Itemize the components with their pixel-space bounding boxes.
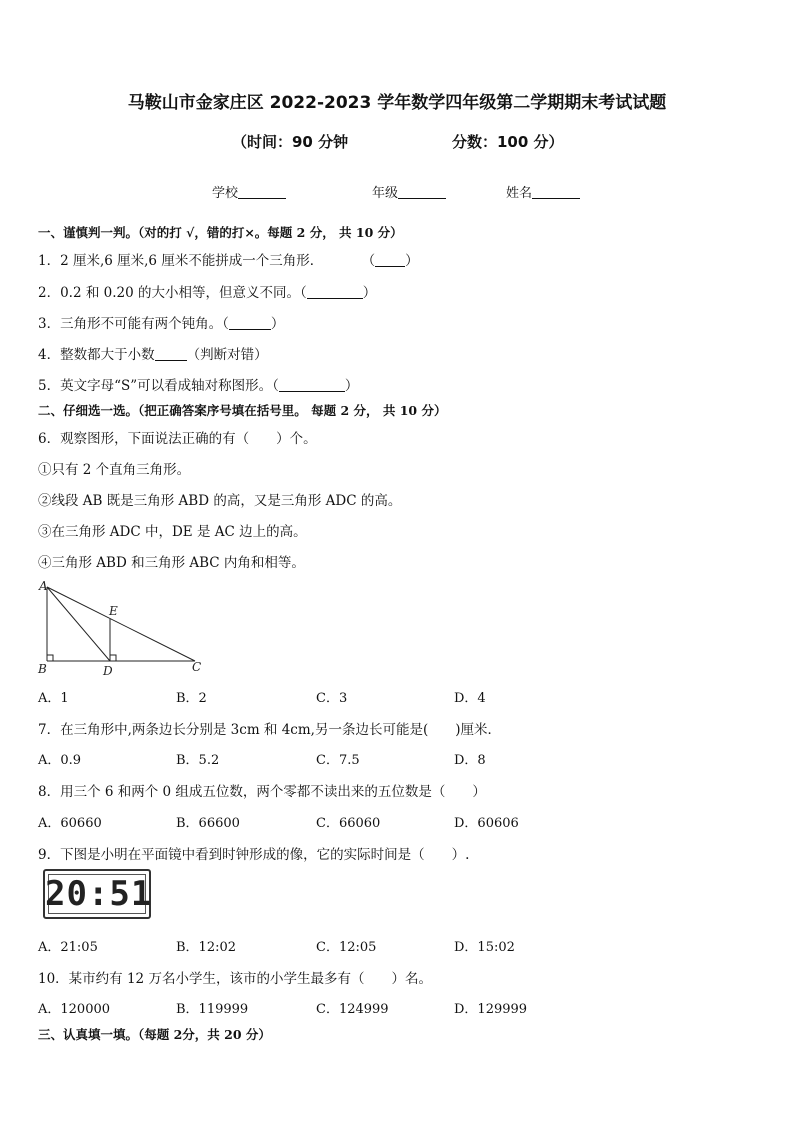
grade-label: 年级 [372, 186, 399, 201]
grade-field [372, 182, 446, 201]
q6-stem: 6．观察图形，下面说法正确的有（ ）个。 [38, 431, 317, 447]
q10-option-c[interactable]: C．124999 [316, 1002, 389, 1017]
name-label: 姓名 [506, 186, 533, 201]
label-d: D [103, 664, 113, 678]
q6-statement-2: ②线段 AB 既是三角形 ABD 的高，又是三角形 ADC 的高。 [38, 493, 402, 509]
judge-q3 [38, 312, 284, 332]
judge-q3-text: 3．三角形不可能有两个钝角。（ [38, 316, 229, 332]
q6-option-a[interactable]: A．1 [38, 691, 69, 706]
q6-option-d[interactable]: D．4 [454, 691, 486, 706]
q10-option-a[interactable]: A．120000 [38, 1002, 111, 1017]
q10-option-d[interactable]: D．129999 [454, 1002, 528, 1017]
school-blank [238, 185, 286, 199]
q7-option-a[interactable]: A．0.9 [38, 753, 82, 768]
label-e: E [109, 604, 118, 618]
judge-q4-note: （判断对错） [186, 347, 268, 363]
q8-option-d[interactable]: D．60606 [454, 816, 519, 831]
school-label: 学校 [212, 186, 239, 201]
judge-q1-blank [375, 253, 405, 268]
judge-q4-text: 4．整数都大于小数 [38, 347, 155, 363]
school-field [212, 182, 286, 201]
judge-q3-blank [229, 316, 271, 331]
name-blank [532, 185, 580, 199]
segment-ad [47, 587, 110, 661]
judge-q5-text: 5．英文字母“S”可以看成轴对称图形。（ [38, 378, 279, 394]
label-c: C [192, 660, 202, 674]
judge-q3-close: ） [270, 316, 285, 332]
q6-statement-3: ③在三角形 ADC 中，DE 是 AC 边上的高。 [38, 524, 307, 540]
q6-statement-1: ①只有 2 个直角三角形。 [38, 462, 191, 478]
q7-option-b[interactable]: B．5.2 [176, 753, 220, 768]
judge-q2-close: ） [362, 285, 377, 301]
q8-option-b[interactable]: B．66600 [176, 816, 240, 831]
exam-score: 分数：100 分） [452, 133, 564, 151]
digital-clock [43, 869, 151, 919]
q6-option-b[interactable]: B．2 [176, 691, 207, 706]
q10-stem: 10．某市约有 12 万名小学生，该市的小学生最多有（ ）名。 [38, 971, 432, 987]
judge-q4 [38, 343, 268, 363]
judge-q2-text: 2．0.2 和 0.20 的大小相等，但意义不同。（ [38, 285, 307, 301]
judge-q1-open: （ [361, 253, 376, 269]
q9-option-b[interactable]: B．12:02 [176, 940, 237, 955]
section-3-heading: 三、认真填一填。（每题 2分，共 20 分） [38, 1027, 271, 1042]
judge-q2 [38, 281, 376, 301]
name-field [506, 182, 580, 201]
q6-statement-4: ④三角形 ABD 和三角形 ABC 内角和相等。 [38, 555, 305, 571]
q9-option-c[interactable]: C．12:05 [316, 940, 377, 955]
segment-ac [47, 587, 195, 661]
exam-time: （时间：90 分钟 [232, 133, 349, 151]
judge-q1 [38, 249, 419, 269]
q10-option-b[interactable]: B．119999 [176, 1002, 249, 1017]
q8-option-c[interactable]: C．66060 [316, 816, 381, 831]
q7-option-c[interactable]: C．7.5 [316, 753, 360, 768]
right-angle-b [47, 655, 53, 661]
q6-option-c[interactable]: C．3 [316, 691, 348, 706]
right-angle-d [110, 655, 116, 661]
q8-stem: 8．用三个 6 和两个 0 组成五位数，两个零都不读出来的五位数是（ ） [38, 784, 486, 800]
q8-option-a[interactable]: A．60660 [38, 816, 102, 831]
grade-blank [398, 185, 446, 199]
q7-option-d[interactable]: D．8 [454, 753, 486, 768]
judge-q1-text: 1．2 厘米,6 厘米,6 厘米不能拼成一个三角形． [38, 253, 324, 269]
q9-option-a[interactable]: A．21:05 [38, 940, 98, 955]
q9-stem: 9．下图是小明在平面镜中看到时钟形成的像，它的实际时间是（ ）. [38, 847, 470, 863]
judge-q4-blank [155, 347, 187, 362]
judge-q5 [38, 374, 358, 394]
judge-q1-close: ） [405, 253, 419, 269]
label-a: A [39, 579, 48, 593]
triangle-figure [30, 578, 220, 678]
exam-title: 马鞍山市金家庄区 2022-2023 学年数学四年级第二学期期末考试试题 [127, 93, 667, 113]
judge-q5-close: ） [344, 378, 359, 394]
judge-q5-blank [279, 378, 345, 393]
q9-option-d[interactable]: D．15:02 [454, 940, 515, 955]
judge-q2-blank [307, 285, 363, 300]
section-2-heading: 二、仔细选一选。（把正确答案序号填在括号里。 每题 2 分， 共 10 分） [38, 403, 447, 418]
label-b: B [38, 662, 47, 676]
clock-display: 20:51 [45, 874, 153, 914]
section-1-heading: 一、谨慎判一判。（对的打 √，错的打×。每题 2 分， 共 10 分） [38, 225, 403, 240]
q7-stem: 7．在三角形中,两条边长分别是 3cm 和 4cm,另一条边长可能是( )厘米． [38, 722, 501, 738]
